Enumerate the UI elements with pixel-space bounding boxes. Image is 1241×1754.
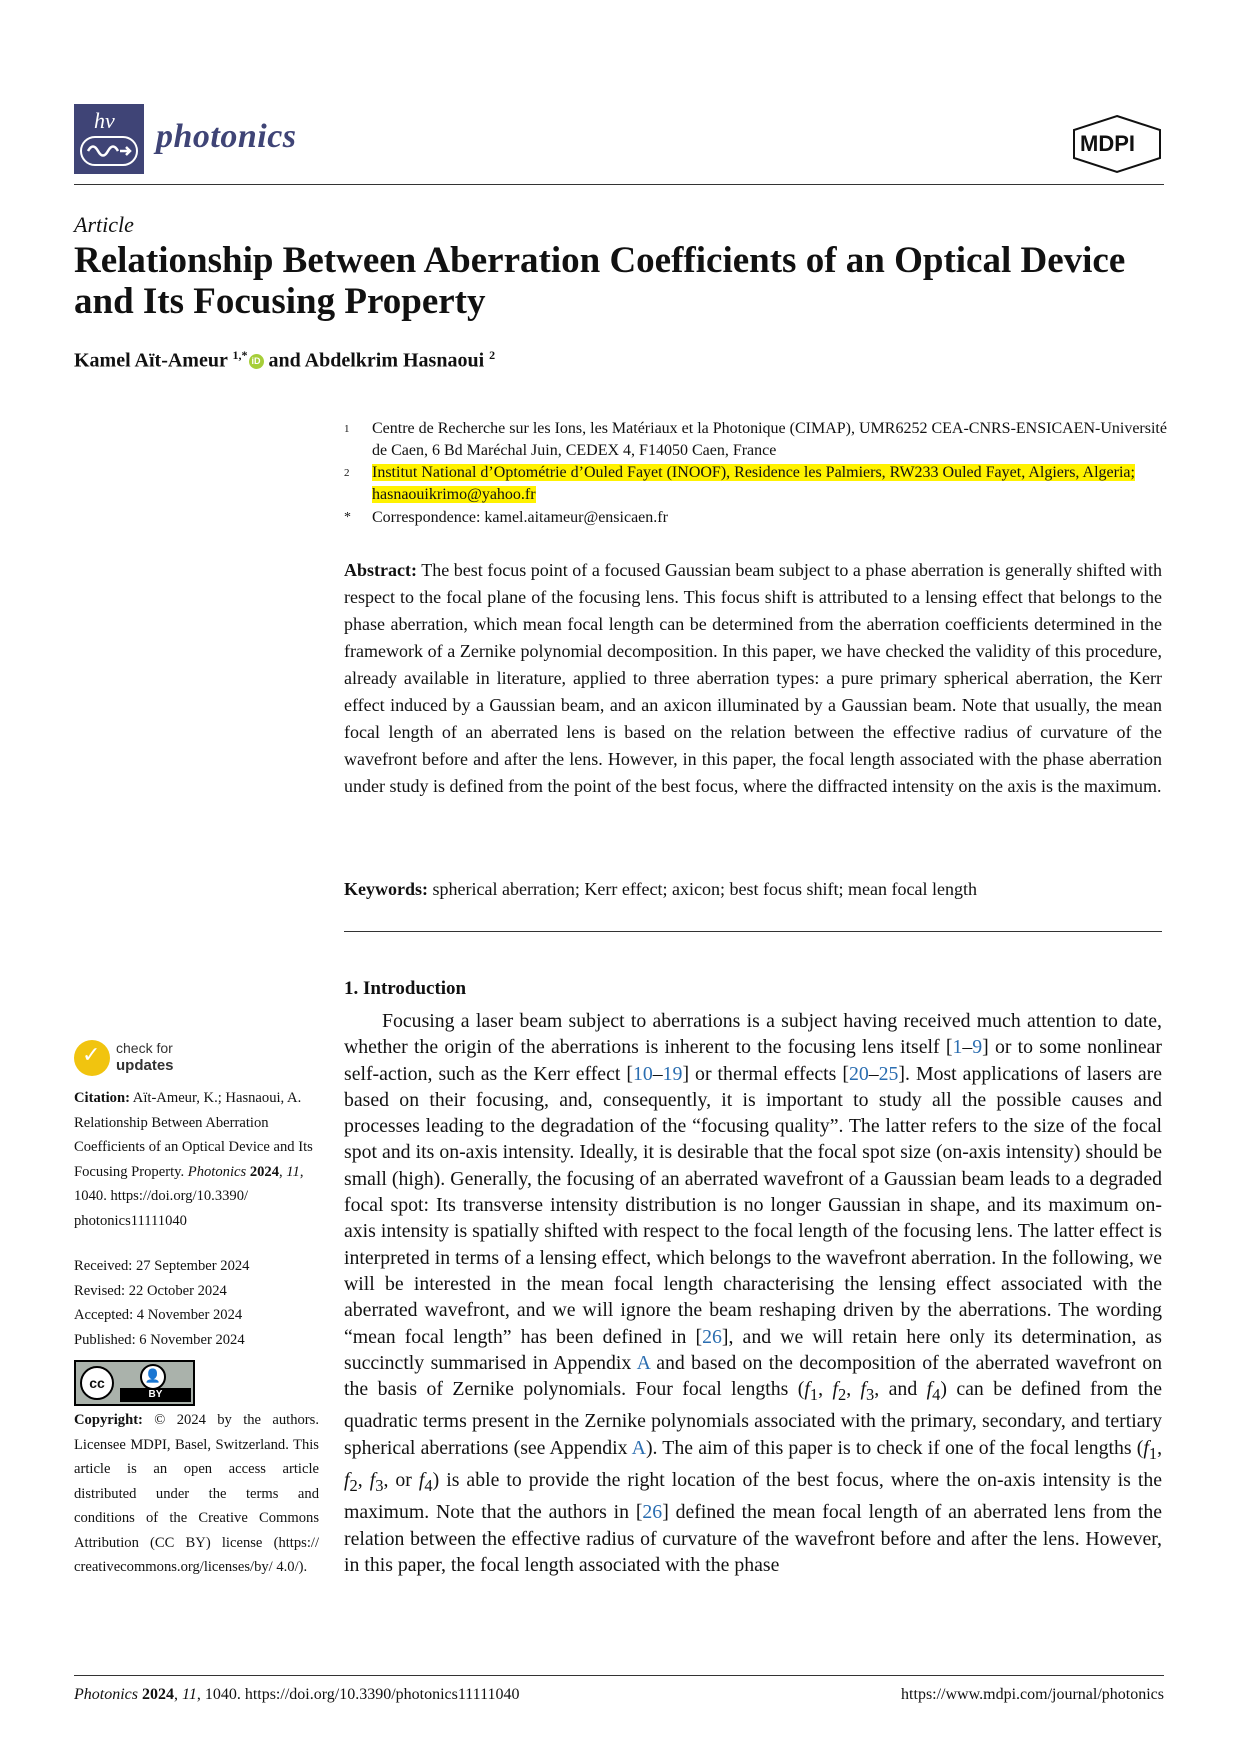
footer-divider [74, 1675, 1164, 1676]
abstract [344, 557, 1162, 800]
revised-date: Revised: 22 October 2024 [74, 1282, 227, 1299]
keywords [344, 876, 1162, 903]
citation-link[interactable]: 25 [878, 1062, 899, 1085]
affiliation-text: Centre de Recherche sur les Ions, les Matériaux et la Photonique (CIMAP), UMR6252 CEA-CNRS-ENSICAEN-Université de Caen, 6 Bd Maréchal Juin, CEDEX 4, F14050 Caen, France [372, 420, 1167, 459]
person-icon: 👤 [140, 1364, 166, 1390]
appendix-link[interactable]: A [636, 1351, 650, 1374]
by-label: BY [120, 1388, 191, 1402]
logo-text: hv [94, 108, 115, 133]
citation-block: Citation: Aït-Ameur, K.; Hasnaoui, A. Relationship Between Aberration Coefficients of an Optical Device and Its Focusing Property. Photonics 2024, 11, 1040. https://doi.org/10.3390/ photonics11111040 [74, 1090, 313, 1229]
citation-link[interactable]: 20 [848, 1062, 869, 1085]
mdpi-logo-text: MDPI [1080, 131, 1135, 156]
citation-link[interactable]: 19 [662, 1062, 683, 1085]
journal-logo [74, 104, 144, 174]
cc-icon: cc [80, 1366, 114, 1400]
copyright-label: Copyright: [74, 1412, 143, 1428]
author-name[interactable]: Abdelkrim Hasnaoui [304, 349, 485, 372]
footer-journal-url[interactable]: https://www.mdpi.com/journal/photonics [901, 1686, 1164, 1703]
wave-arrow-icon [80, 136, 138, 166]
header-divider [74, 184, 1164, 185]
article-type: Article [74, 212, 134, 237]
citation-link[interactable]: 26 [702, 1325, 722, 1348]
citation-link[interactable]: 9 [972, 1036, 983, 1059]
correspondence [344, 507, 1164, 529]
affiliation-number: * [344, 510, 351, 525]
check-icon: ✓ [74, 1040, 110, 1076]
author-affil-sup: 1,* [232, 348, 248, 362]
keywords-label: Keywords: [344, 879, 428, 899]
affiliation-1 [344, 418, 1167, 462]
published-date: Published: 6 November 2024 [74, 1331, 245, 1348]
author-list [74, 348, 495, 373]
citation-doi[interactable]: , 1040. https://doi.org/10.3390/ photonics11111040 [74, 1163, 304, 1229]
abstract-text: The best focus point of a focused Gaussian beam subject to a phase aberration is generally shifted with respect to the focal plane of the focusing lens. This focus shift is attributed to a lensing effect that belongs to the phase aberration, which mean focal length can be determined from the aberration coefficients determined in the framework of a Zernike polynomial decomposition. In this paper, we have checked the validity of this procedure, already available in literature, applied to three aberration types: a pure primary spherical aberration, the Kerr effect induced by a Gaussian beam, and an axicon illuminated by a Gaussian beam. Note that usually, the mean focal length of an aberrated lens is based on the relation between the effective radius of curvature of the wavefront before and after the lens. However, in this paper, the focal length associated with the phase aberration under study is defined from the point of the best focus, where the diffracted intensity on the axis is the maximum. [344, 560, 1162, 796]
orcid-icon[interactable]: iD [249, 354, 264, 369]
affiliation-text-highlighted: Institut National d’Optométrie d’Ouled Fayet (INOOF), Residence les Palmiers, RW233 Ouled Fayet, Algiers, Algeria; hasnaouikrimo@yahoo.fr [372, 464, 1135, 503]
dates-block [74, 1254, 319, 1352]
appendix-link[interactable]: A [631, 1436, 646, 1459]
paper-title: Relationship Between Aberration Coefficients of an Optical Device and Its Focusing Property [74, 240, 1126, 322]
abstract-divider [344, 931, 1162, 932]
footer-doi[interactable]: , 1040. https://doi.org/10.3390/photonics11111040 [196, 1686, 520, 1703]
author-affil-sup: 2 [489, 348, 496, 362]
author-name[interactable]: Kamel Aït-Ameur [74, 349, 228, 372]
abstract-label: Abstract: [344, 560, 417, 580]
copyright-block: Copyright: © 2024 by the authors. Licensee MDPI, Basel, Switzerland. This article is an open access article distributed under the terms and conditions of the Creative Commons Attribution (CC BY) license (https:// creativecommons.org/licenses/by/ 4.0/). [74, 1412, 319, 1575]
citation-link[interactable]: 1 [952, 1036, 963, 1059]
affiliation-2 [344, 462, 1164, 506]
journal-name: photonics [156, 118, 297, 155]
introduction-paragraph: Focusing a laser beam subject to aberrations is a subject having received much attention to date, whether the origin of the aberrations is inherent to the focusing lens itself [1–9] or to some nonlinear self-action, such as the Kerr effect [10–19] or thermal effects [20–25]. Most applications of lasers are based on their focusing, and, consequently, it is important to study all the possible causes and processes leading to the degradation of the “focusing quality”. The latter refers to the size of the focal spot and its on-axis intensity. Ideally, it is desirable that the focal spot size (on-axis intensity) should be small (high). Generally, the focusing of an aberrated wavefront of a Gaussian beam leads to a degraded focal spot: Its transverse intensity distribution is no longer Gaussian in shape, and its maximum on-axis intensity is spatially shifted with respect to the focal length of the focusing lens. The latter effect is interpreted in terms of a lensing effect, which belongs to the wavefront aberration. In the following, we will be interested in the mean focal length characterising the lensing effect associated with the aberrated wavefront, and we will ignore the beam reshaping driven by the aberrations. The wording “mean focal length” has been defined in [26], and we will retain here only its determination, as succinctly summarised in Appendix A and based on the decomposition of the aberrated wavefront on the basis of Zernike polynomials. Four focal lengths ($f_1$, $f_2$, $f_3$, and $f_4$) can be defined from the quadratic terms present in the Zernike polynomials associated with the primary, secondary, and tertiary spherical aberrations (see Appendix A). The aim of this paper is to check if one of the focal lengths ($f_1$, $f_2$, $f_3$, or $f_4$) is able to provide the right location of the best focus, where the on-axis intensity is the maximum. Note that the authors in [26] defined the mean focal length of an aberrated lens from the relation between the effective radius of curvature of the wavefront before and after the lens. However, in this paper, the focal length associated with the phase [344, 1010, 1163, 1576]
citation-label: Citation: [74, 1090, 130, 1106]
received-date: Received: 27 September 2024 [74, 1258, 250, 1274]
citation-link[interactable]: 10 [632, 1062, 653, 1085]
check-for-updates-badge[interactable]: ✓ check for updates [74, 1038, 274, 1082]
cc-by-license-badge[interactable] [74, 1360, 195, 1406]
affiliation-number: 1 [344, 423, 350, 435]
footer-citation: Photonics 2024, 11, 1040. https://doi.org/10.3390/photonics11111040 [74, 1686, 520, 1703]
author-conjunction: and [268, 349, 301, 372]
section-heading: 1. Introduction [344, 978, 467, 999]
keywords-text: spherical aberration; Kerr effect; axicon; best focus shift; mean focal length [432, 879, 977, 899]
citation-link[interactable]: 26 [642, 1501, 663, 1524]
accepted-date: Accepted: 4 November 2024 [74, 1307, 243, 1323]
mdpi-logo [1070, 114, 1164, 174]
correspondence-text: Correspondence: kamel.aitameur@ensicaen.fr [372, 509, 668, 526]
affiliation-number: 2 [344, 467, 350, 479]
